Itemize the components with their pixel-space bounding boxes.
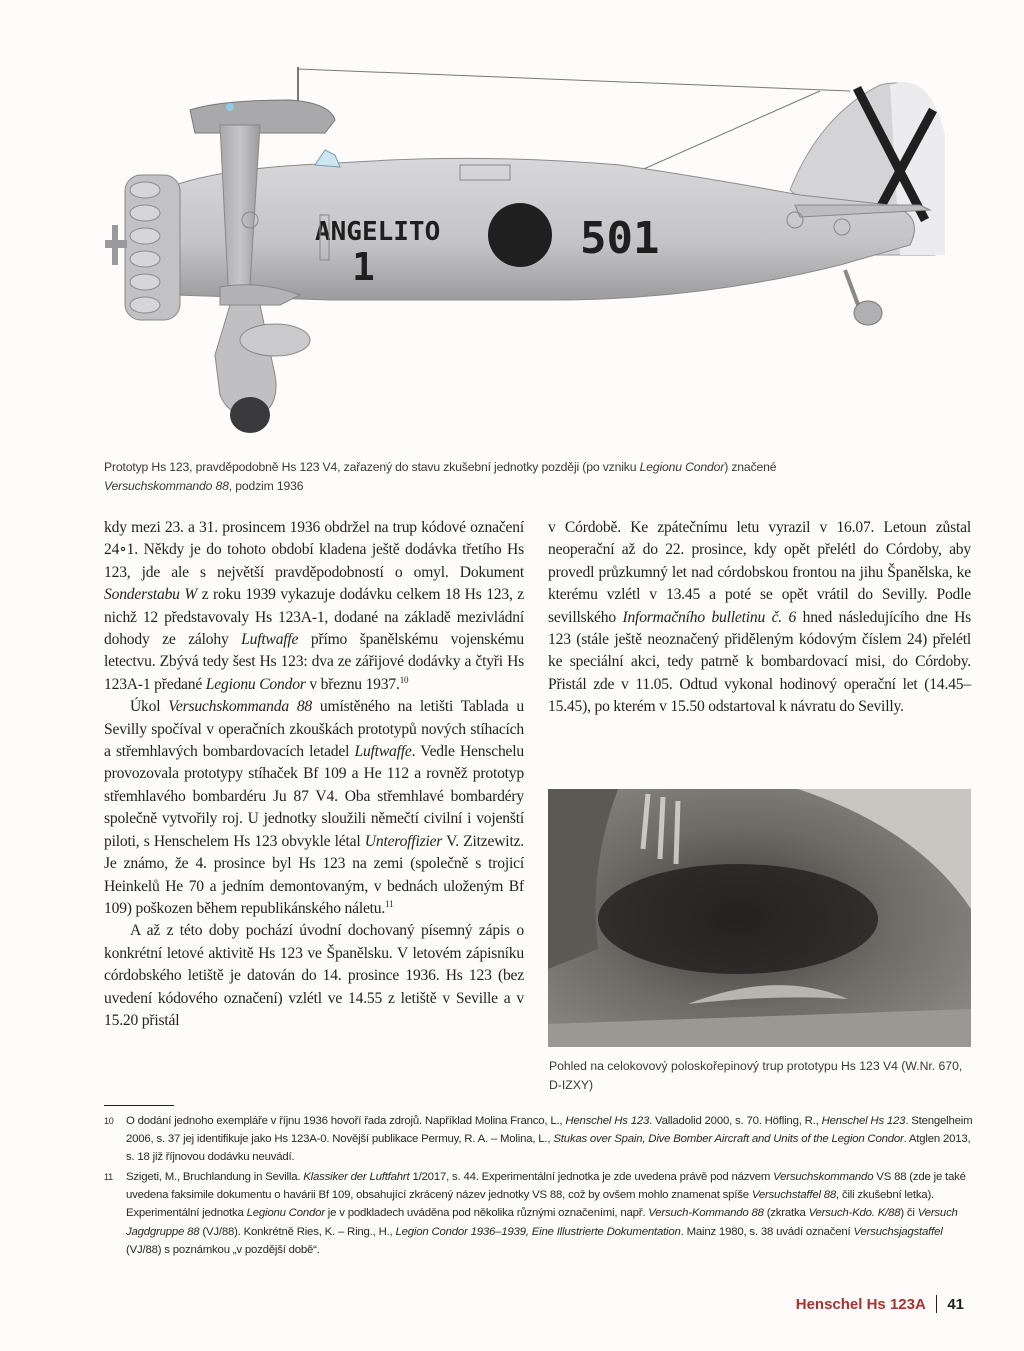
caption-italic: Versuchskommando 88 <box>104 479 229 493</box>
text: hned následujícího dne Hs 123 (stále ještě neoznačený přiděleným kódovým číslem 24) přelétl ke speciální akci, tedy patrně k bombardovací misi, do Córdoby. Přistál zde v 11.05. Odtud vykonal hodinový operační let (14.45–15.45), po kterém v 15.50 odstartoval k návratu do Sevilly. <box>548 608 971 716</box>
italic-text: Henschel Hs 123 <box>565 1115 650 1127</box>
text: v Córdobě. Ke zpátečnímu letu vyrazil v 16.07. Letoun zůstal neoperační až do 22. prosince, kdy opět přelétl do Córdoby, aby provedl průzkumný let nad córdobskou frontou na jihu Španělska, ke kterému vzlétl v 13.45 a poté se opět vrátil do Sevilly. Podle sevillského <box>548 519 971 626</box>
page-number: 41 <box>947 1295 964 1313</box>
italic-text: Sonderstabu W <box>104 586 198 604</box>
page-footer <box>796 1295 964 1313</box>
text: (zkratka <box>763 1207 809 1220</box>
text: O dodání jednoho exempláře v říjnu 1936 hovoří řada zdrojů. Například Molina Franco, L., <box>126 1115 566 1127</box>
italic-text: Luftwaffe <box>241 631 299 649</box>
italic-text: Versuchskommando <box>773 1171 874 1183</box>
footnote-body <box>126 1168 974 1259</box>
footnote-body <box>126 1112 974 1167</box>
italic-text: Versuch-Kdo. K/88 <box>808 1207 901 1220</box>
body-column-left <box>104 517 524 1032</box>
italic-text: Versuch-Kommando 88 <box>648 1207 764 1220</box>
body-column-right <box>548 517 971 719</box>
text: (VJ/88). Konkrétně Ries, K. – Ring., H., <box>199 1225 396 1238</box>
footnote-number: 11 <box>104 1172 113 1182</box>
paragraph <box>104 517 524 696</box>
text: , čili zkušební letka). Experimentální jednotka <box>126 1189 935 1220</box>
footnote-number: 10 <box>104 1116 114 1126</box>
running-title: Henschel Hs 123A <box>795 1295 926 1313</box>
fuselage-photo <box>548 789 971 1047</box>
svg-text:501: 501 <box>580 213 660 264</box>
text: umístěného na letišti Tablada u Sevilly spočíval v operačních zkouškách prototypů nových stíhacích a střemhlavých bombardovacích letadel <box>104 698 525 761</box>
svg-text:1: 1 <box>352 245 375 289</box>
italic-text: Versuchskommanda 88 <box>168 698 313 716</box>
footnote-ref-10[interactable]: 10 <box>399 674 409 685</box>
footnote-divider <box>104 1105 174 1106</box>
italic-text: Legionu Condor <box>246 1207 325 1220</box>
aircraft-illustration <box>100 55 980 450</box>
caption-text: Prototyp Hs 123, pravděpodobně Hs 123 V4, zařazený do stavu zkušební jednotky později (po vzniku <box>104 460 640 474</box>
photo-caption: Pohled na celokovový poloskořepinový trup prototypu Hs 123 V4 (W.Nr. 670, D-IZXY) <box>549 1059 963 1092</box>
text: ) či <box>900 1207 918 1220</box>
illustration-caption <box>104 458 904 496</box>
italic-text: Luftwaffe <box>354 743 412 761</box>
text: A až z této doby pochází úvodní dochovaný písemný zápis o konkrétní letové aktivitě Hs 123 ve Španělsku. V letovém zápisníku córdobského letiště je datován do 14. prosince 1936. Hs 123 (bez uvedení kódového označení) vzlétl ve 14.55 z letiště v Seville a v 15.20 přistál <box>104 922 524 1029</box>
caption-text: ) značené <box>724 460 777 474</box>
text: je v podkladech uváděna pod několika různými označeními, např. <box>324 1207 649 1220</box>
text: 1/2017, s. 44. Experimentální jednotka je zde uvedena právě pod názvem <box>409 1171 774 1183</box>
italic-text: Legion Condor 1936–1939, Eine Illustrierte Dokumentation <box>395 1225 681 1238</box>
footnote-10 <box>104 1112 974 1167</box>
italic-text: Versuchsjagstaffel <box>853 1225 943 1238</box>
text: . Vedle Henschelu provozovala prototypy stíhaček Bf 109 a He 112 a rovněž prototyp střemhlavého bombardéru Ju 87 V4. Oba střemhlavé bombardéry společně vytvořily roj. U jednotky sloužili němečtí civilní i vojenští piloti, s Henschelem Hs 123 obvykle létal <box>104 743 524 850</box>
paragraph <box>104 696 524 920</box>
text: . Stengelheim 2006, s. 37 jej identifikuje jako Hs 123A-0. Novější publikace Permuy, R. A. – Molina, L., <box>126 1115 973 1146</box>
caption-italic: Legionu Condor <box>639 460 725 474</box>
paragraph <box>548 517 971 719</box>
footnote-11 <box>104 1168 974 1259</box>
paragraph <box>104 920 524 1032</box>
text: V. Zitzewitz. Je známo, že 4. prosince byl Hs 123 na zemi (společně s trojicí Heinkelů He 70 a jedním demontovaným, v bednách uloženým Bf 109) poškozen během republikánského náletu. <box>104 832 524 917</box>
footnote-ref-11[interactable]: 11 <box>385 898 394 909</box>
text: v březnu 1937. <box>305 675 400 693</box>
svg-text:ANGELITO: ANGELITO <box>315 217 441 247</box>
caption-text: , podzim 1936 <box>228 479 304 493</box>
text: VS 88 (zde je také uvedena faksimile dokumentu o havárii Bf 109, obsahující zkrácený název jednotky VS 88, což by ovšem mohlo znamenat spíše <box>126 1171 966 1202</box>
italic-text: Versuchstaffel 88 <box>751 1189 837 1202</box>
text: kdy mezi 23. a 31. prosincem 1936 obdržel na trup kódové označení 24∘1. Někdy je do tohoto období kladena ještě dodávka třetího Hs 123, jde ale s největší pravděpodobností o omyl. Dokument <box>104 519 524 581</box>
text: . Mainz 1980, s. 38 uvádí označení <box>680 1225 854 1238</box>
italic-text: Klassiker der Luftfahrt <box>303 1171 410 1183</box>
text: (VJ/88) s poznámkou „v pozdější době“. <box>126 1243 320 1256</box>
text: přímo španělskému vojenskému letectvu. Zbývá tedy šest Hs 123: dva ze zářijové dodávky a čtyři Hs 123A-1 předané <box>104 631 524 693</box>
italic-text: Versuch Jagdgruppe 88 <box>126 1207 958 1238</box>
italic-text: Legionu Condor <box>205 675 306 693</box>
folio-separator <box>936 1295 938 1313</box>
text: . Valladolid 2000, s. 70. Höfling, R., <box>649 1115 822 1127</box>
italic-text: Henschel Hs 123 <box>821 1115 906 1127</box>
text: z roku 1939 vykazuje dodávku celkem 18 Hs 123, z nichž 12 představovaly Hs 123A-1, dodané na základě mezivládní dohody ze zálohy <box>104 586 524 649</box>
text: . Atglen 2013, s. 18 již říjnovou dodávku neuvádí. <box>126 1133 971 1164</box>
italic-text: Unteroffizier <box>364 832 443 850</box>
italic-text: Informačního bulletinu č. 6 <box>622 608 797 626</box>
italic-text: Stukas over Spain, Dive Bomber Aircraft and Units of the Legion Condor <box>553 1133 904 1146</box>
text: Úkol <box>130 698 169 716</box>
text: Szigeti, M., Bruchlandung in Sevilla. <box>126 1171 304 1183</box>
